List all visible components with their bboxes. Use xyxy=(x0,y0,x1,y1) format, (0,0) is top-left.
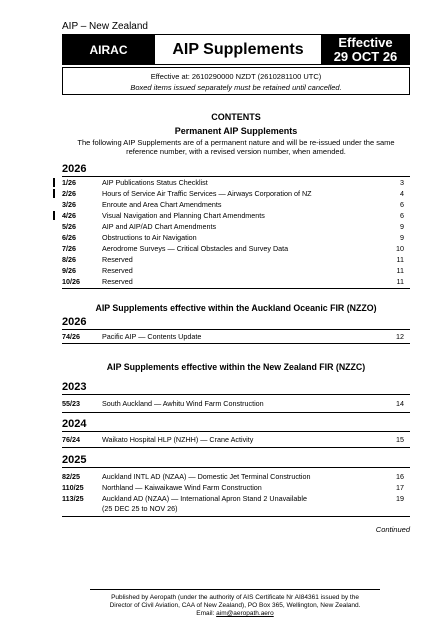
supplement-title: Visual Navigation and Planning Chart Amendments xyxy=(102,211,265,220)
permanent-supplements-title: Permanent AIP Supplements xyxy=(174,126,298,136)
divider xyxy=(62,516,410,517)
footer-email-line xyxy=(90,610,380,618)
supplement-title: Hours of Service Air Traffic Services — Airways Corporation of NZ xyxy=(102,189,312,198)
year-heading-2023: 2023 xyxy=(62,381,87,393)
page-number: 11 xyxy=(396,255,404,264)
effective-date: 29 OCT 26 xyxy=(333,48,398,64)
page-number: 4 xyxy=(400,189,404,198)
effective-label: Effective xyxy=(338,34,393,50)
supplement-title: AIP Publications Status Checklist xyxy=(102,178,208,187)
supplement-number: 1/26 xyxy=(62,178,76,187)
document-header-label: AIP – New Zealand xyxy=(62,21,148,32)
divider xyxy=(62,431,410,432)
supplement-title: Northland — Kaiwaikawe Wind Farm Construction xyxy=(102,483,262,492)
year-heading-2026: 2026 xyxy=(62,163,87,175)
list-item xyxy=(62,188,410,199)
change-bar xyxy=(53,211,55,220)
list-item xyxy=(62,199,410,210)
supplement-title: Reserved xyxy=(102,266,133,275)
supplement-title: Aerodrome Surveys — Critical Obstacles and Survey Data xyxy=(102,244,289,253)
page-title: AIP Supplements xyxy=(155,34,321,65)
page-number: 19 xyxy=(396,494,404,503)
divider xyxy=(62,412,410,413)
page-number: 6 xyxy=(400,200,404,209)
supplement-number: 10/26 xyxy=(62,277,80,286)
supplement-number: 82/25 xyxy=(62,472,80,481)
page-number: 15 xyxy=(396,435,404,444)
page-number: 14 xyxy=(396,399,404,408)
page-number: 3 xyxy=(400,178,404,187)
title-banner xyxy=(62,34,410,65)
divider xyxy=(62,394,410,395)
list-item xyxy=(62,265,410,276)
divider xyxy=(62,329,410,330)
supplement-title: AIP and AIP/AD Chart Amendments xyxy=(102,222,217,231)
airac-label: AIRAC xyxy=(62,34,155,65)
footer-divider xyxy=(90,589,380,590)
oceanic-section-title: AIP Supplements effective within the Auckland Oceanic FIR (NZZO) xyxy=(95,303,377,313)
list-item xyxy=(62,232,410,243)
supplement-number: 9/26 xyxy=(62,266,76,275)
list-item xyxy=(62,471,410,482)
email-link[interactable]: aim@aeropath.aero xyxy=(216,610,274,617)
nzzc-section-title: AIP Supplements effective within the New Zealand FIR (NZZC) xyxy=(106,362,366,372)
page-number: 9 xyxy=(400,222,404,231)
footer-line: Director of Civil Aviation, CAA of New Zealand), PO Box 365, Wellington, New Zealand. xyxy=(109,602,361,609)
supplement-number: 2/26 xyxy=(62,189,76,198)
list-item xyxy=(62,254,410,265)
list-item xyxy=(62,221,410,232)
page-number: 17 xyxy=(396,483,404,492)
list-item xyxy=(62,434,410,445)
supplement-dates: (25 DEC 25 to NOV 26) xyxy=(102,504,178,513)
supplement-number: 6/26 xyxy=(62,233,76,242)
boxed-items-note: Boxed items issued separately must be retained until cancelled. xyxy=(130,83,342,92)
supplement-title: Reserved xyxy=(102,255,133,264)
list-item-continuation xyxy=(62,503,410,514)
list-item xyxy=(62,331,410,342)
supplement-title: Auckland INTL AD (NZAA) — Domestic Jet Terminal Construction xyxy=(102,472,311,481)
change-bar xyxy=(53,189,55,198)
page-number: 9 xyxy=(400,233,404,242)
effective-time: Effective at: 2610290000 NZDT (2610281100 UTC) xyxy=(150,72,322,81)
list-item xyxy=(62,482,410,493)
year-heading-2025: 2025 xyxy=(62,454,87,466)
divider xyxy=(62,288,410,289)
supplement-number: 113/25 xyxy=(62,494,84,503)
list-item xyxy=(62,276,410,287)
page-number: 11 xyxy=(396,277,404,286)
permanent-intro-text: The following AIP Supplements are of a permanent nature and will be re-issued under the same reference number, with a revised version number, when amended. xyxy=(77,138,395,156)
list-item xyxy=(62,243,410,254)
supplement-number: 3/26 xyxy=(62,200,76,209)
list-item xyxy=(62,210,410,221)
supplement-number: 76/24 xyxy=(62,435,80,444)
supplement-number: 8/26 xyxy=(62,255,76,264)
divider xyxy=(62,343,410,344)
effective-info-box xyxy=(62,67,410,95)
publisher-footer xyxy=(90,594,380,618)
supplement-title: Obstructions to Air Navigation xyxy=(102,233,197,242)
year-heading-2026: 2026 xyxy=(62,316,87,328)
page-number: 10 xyxy=(396,244,404,253)
change-bar xyxy=(53,178,55,187)
page-number: 11 xyxy=(396,266,404,275)
continued-note: Continued xyxy=(375,525,410,534)
list-item xyxy=(62,177,410,188)
effective-badge xyxy=(321,34,410,65)
supplement-number: 7/26 xyxy=(62,244,76,253)
supplement-title: South Auckland — Awhitu Wind Farm Construction xyxy=(102,399,264,408)
supplement-title: Reserved xyxy=(102,277,133,286)
divider xyxy=(62,447,410,448)
supplement-title: Pacific AIP — Contents Update xyxy=(102,332,202,341)
supplement-title: Enroute and Area Chart Amendments xyxy=(102,200,222,209)
email-label: Email: xyxy=(196,610,215,617)
year-heading-2024: 2024 xyxy=(62,418,87,430)
page-number: 16 xyxy=(396,472,404,481)
supplement-number: 55/23 xyxy=(62,399,80,408)
footer-line: Published by Aeropath (under the authority of AIS Certificate Nr AI84361 issued by the xyxy=(111,594,359,601)
supplement-number: 5/26 xyxy=(62,222,76,231)
supplement-title: Auckland AD (NZAA) — International Apron Stand 2 Unavailable xyxy=(102,494,307,503)
supplement-number: 74/26 xyxy=(62,332,80,341)
supplement-title: Waikato Hospital HLP (NZHH) — Crane Activity xyxy=(102,435,254,444)
page-number: 12 xyxy=(396,332,404,341)
supplement-number: 4/26 xyxy=(62,211,76,220)
divider xyxy=(62,467,410,468)
supplement-number: 110/25 xyxy=(62,483,84,492)
contents-heading: CONTENTS xyxy=(211,112,261,122)
page-number: 6 xyxy=(400,211,404,220)
list-item xyxy=(62,398,410,409)
